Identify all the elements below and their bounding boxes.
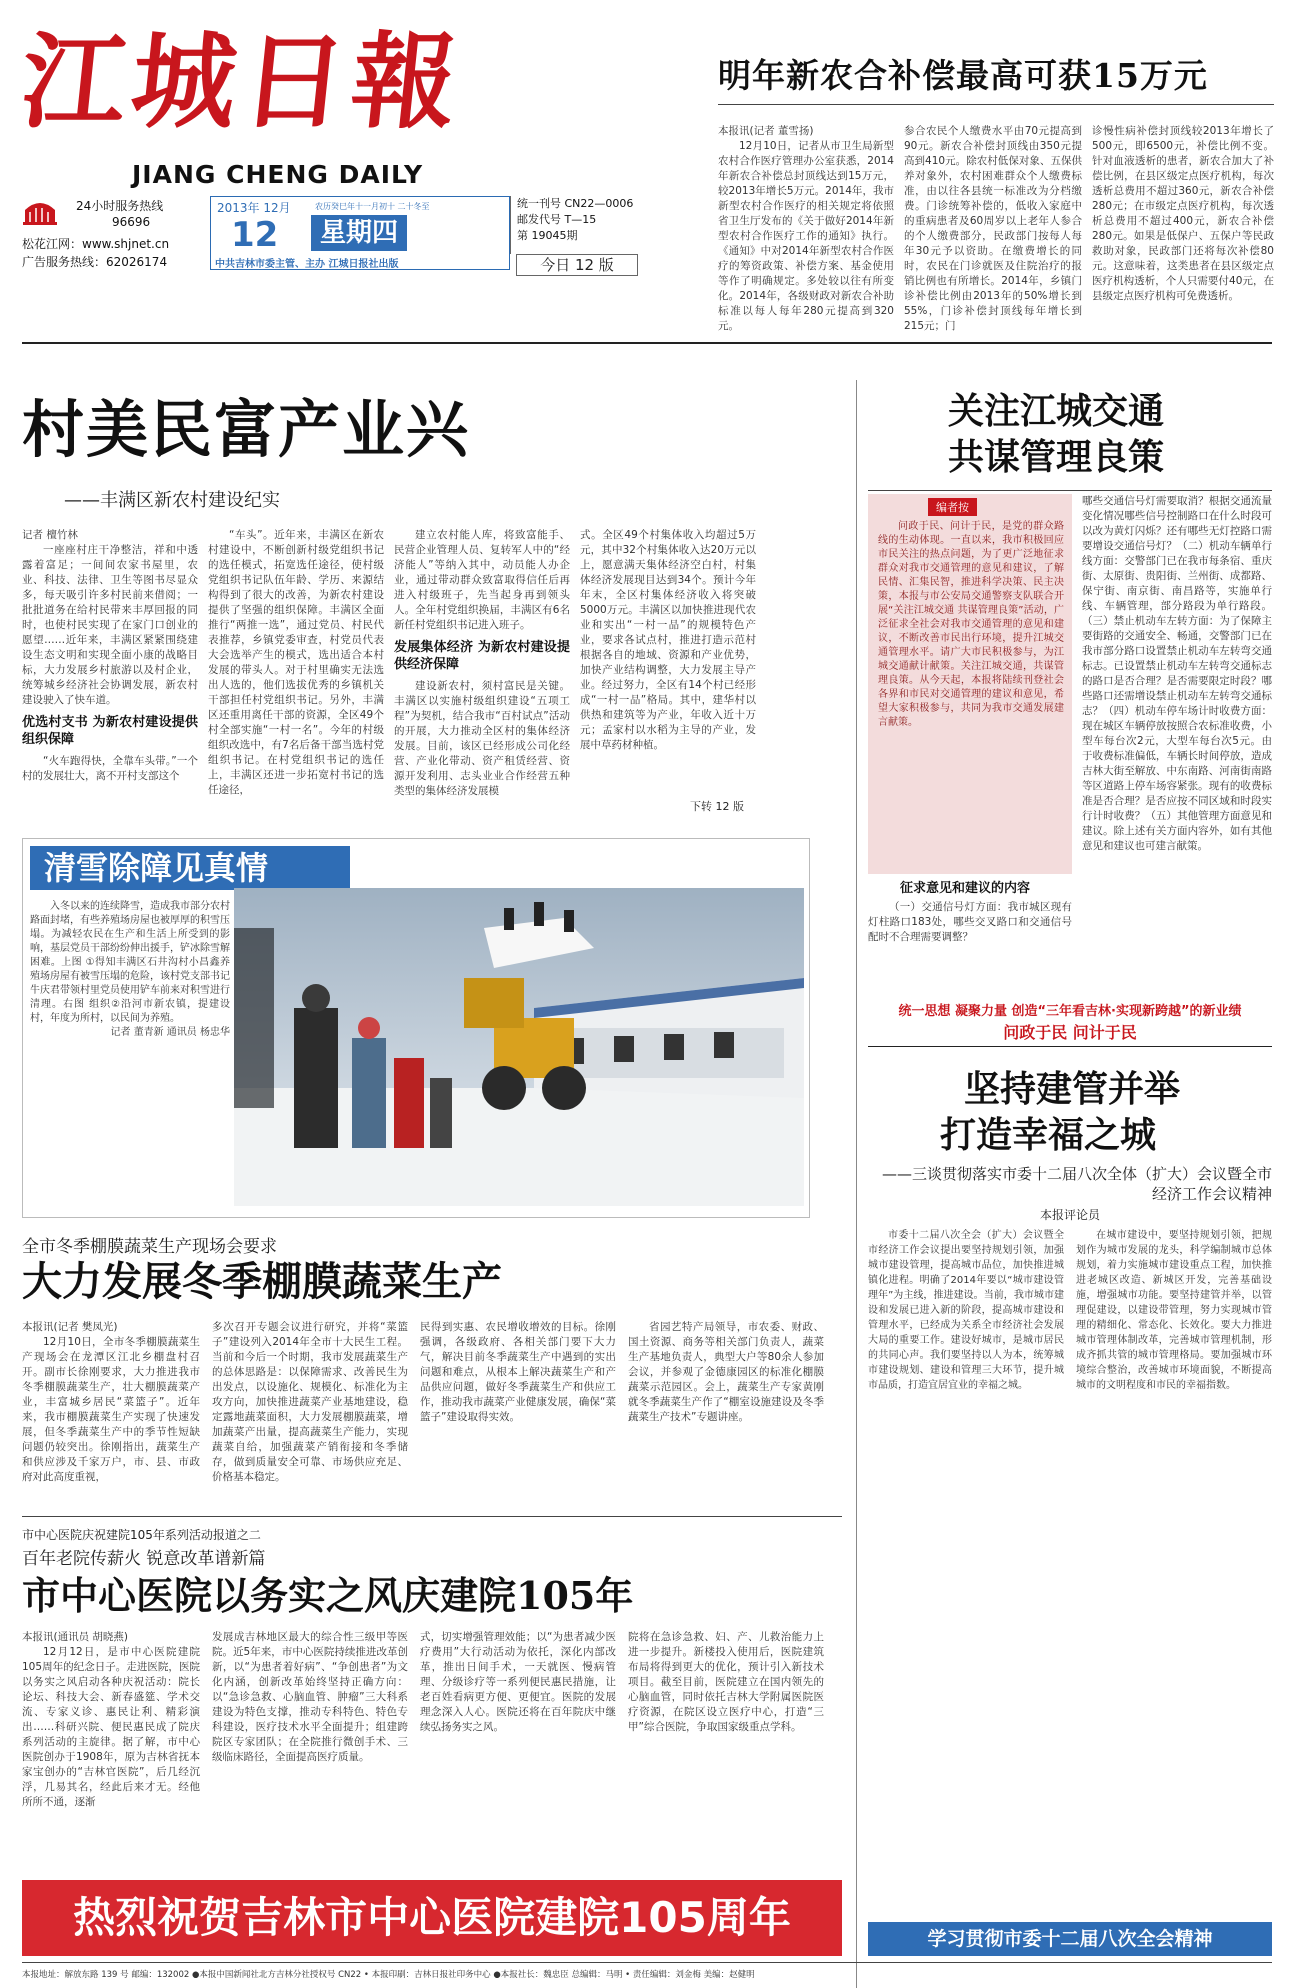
divider xyxy=(22,1962,1272,1963)
survey-text: （一）交通信号灯方面：我市城区现有灯柱路口183处，哪些交叉路口和交通信号配时不合理需要调整？ xyxy=(868,901,1072,943)
commentary-headline-2: 打造幸福之城 xyxy=(940,1114,1157,1156)
editor-note-box xyxy=(868,494,1072,874)
newspaper-logo-english: JIANG CHENG DAILY xyxy=(132,160,424,189)
date-day: 12 xyxy=(231,215,279,255)
commentary-headline-1: 坚持建管并举 xyxy=(964,1068,1181,1110)
lead-subtitle: ——丰满区新农村建设纪实 xyxy=(64,490,280,511)
hospital-col1: 本报讯(通讯员 胡晓燕) 12月12日，是市中心医院建院105周年的纪念日子。走进医院，医院以务实之风启动各种庆祝活动：院长论坛、科技大会、新春盛筵、学术交流、专家义诊、惠民让利、精彩演出……科研兴院、便民惠民成了院庆系列活动的主旋律。据了解，市中心医院创办于1908年，原为吉林省抚本家宝创办的“吉林官医院”，后几经沉浮，几易其名，经此后来才无。经他所所不通，逐渐 xyxy=(22,1631,200,1808)
page-count: 今日 12 版 xyxy=(516,254,638,276)
top-story-col2: 参合农民个人缴费水平由70元提高到90元。新农合补偿封顶线由350元提高到410元。除农村低保对象、五保供养对象外，农村困难群众个人缴费标准，由以往各县统一标准改为分档缴费。门诊统筹补偿的，低收入家庭中的重病患者及60周岁以上老年人参合的个人缴费部分，民政部门按每人每年30元予以资助。在缴费增长的同时，农民在门诊就医及住院治疗的报销比例也有所增长。2014年，乡镇门诊补偿比例由2013年的50%增长到55%，门诊补偿封顶线每年增长到215元；门 xyxy=(904,125,1082,332)
hospital-col2: 发展成吉林地区最大的综合性三级甲等医院。近5年来，市中心医院持续推进改革创新，以“为患者着好病”、“争创患者”为文化内涵，创新改革始终坚持正确方向：以“急诊急救、心脑血管、肿瘤”三大科系建设为特色支撑，推动专科特色、特色专科建设，医疗技术水平全面提升；组建跨院区专家团队；在全院推行微创手术、三级临床路径，全面提高医疗质量。 xyxy=(212,1631,408,1763)
lead-col3: 建立农村能人库，将致富能手、民营企业管理人员、复转军人中的“经济能人”等纳入其中，动员能人办企业，通过带动群众致富取得信任后再进入村级班子，先当起身再到领头人。全年村党组织换届，丰满区有6名新任村党组织书记进入班子。 发展集体经济 为新农村建设提供经济保障 建设新农村，须村富民是关键。丰满区以实施村级组织建设“五项工程”为契机，结合我市“百村试点”活动的开展，大力推动全区村的集体经济发展。目前，该区已经形成公司化经营、产业化带动、资产租赁经营、资源开发利用、志头业业合作经营五种类型的集体经济发展模 xyxy=(394,529,570,797)
issue-info xyxy=(510,196,636,254)
greenhouse-col2: 多次召开专题会议进行研究，并将“菜篮子”建设列入2014年全市十大民生工程。当前和今后一个时期，我市发展蔬菜生产的总体思路是：以保障需求、改善民生为出发点，以设施化、规模化、标准化为主攻方向，加快推进蔬菜产业基地建设，稳定露地蔬菜面积，大力发展棚膜蔬菜，增加蔬菜产出量，提高蔬菜生产能力，实现蔬菜自给，加强蔬菜产销衔接和冬季储存，做到质量安全可靠、市场供应充足、价格基本稳定。 xyxy=(212,1321,408,1483)
top-story-headline: 明年新农合补偿最高可获15万元 xyxy=(718,56,1208,95)
ad-hotline: 广告服务热线：62026174 xyxy=(22,255,168,269)
masthead-rule xyxy=(22,342,1272,344)
lunar-date: 农历癸巳年十一月初十 二十冬至 xyxy=(315,202,430,211)
greenhouse-col3: 民得到实惠、农民增收增效的目标。徐刚强调，各级政府、各相关部门要下大力气，解决目前冬季蔬菜生产中遇到的实出问题和难点，从根本上解决蔬菜生产和产品供应问题，做好冬季蔬菜生产和供应工作，推动我市蔬菜产业健康发展，确保“菜篮子”建设取得实效。 xyxy=(420,1321,616,1423)
hospital-anniversary-banner: 热烈祝贺吉林市中心医院建院105周年 xyxy=(22,1880,842,1956)
snow-headline: 清雪除障见真情 xyxy=(30,846,350,890)
service-hotline-label: 24小时服务热线 xyxy=(76,199,164,213)
weekday: 星期四 xyxy=(311,215,407,251)
hospital-col3: 式，切实增强管理效能；以“为患者减少医疗费用”大行动活动为依托，深化内部改革，推出日间手术，一天就医、慢病管理、分级诊疗等一系列便民惠民措施，让老百姓看病更方便、更便宜。医院的发展理念深入人心。医院还将在百年院庆中继续弘扬务实之风。 xyxy=(420,1631,616,1733)
greenhouse-headline: 大力发展冬季棚膜蔬菜生产 xyxy=(22,1258,502,1305)
traffic-headline-1: 关注江城交通 xyxy=(948,390,1165,432)
snow-caption: 入冬以来的连续降雪，造成我市部分农村路面封堵，有些养殖场房屋也被厚厚的积雪压塌。为减轻农民在生产和生活上所受到的影响，基层党员干部纷纷伸出援手，铲冰除雪解困难。上图 ①得知丰满区石井沟村小昌鑫养殖场房屋有被雪压塌的危险，该村党支部书记牛庆君带领村里党员使用铲车前来对积雪进行清理。右图 组织②沿河市新农镇，提建设村，年度为所村，以民间为养殖。 记者 董青新 通讯员 杨忠华 xyxy=(30,901,230,1038)
issue-number: 第 19045期 xyxy=(517,229,578,242)
greenhouse-col1: 本报讯(记者 樊凤光) 12月10日，全市冬季棚膜蔬菜生产现场会在龙潭区江北乡棚盘村召开。副市长徐刚要求，大力推进我市冬季棚膜蔬菜生产，壮大棚膜蔬菜产业，丰富城乡居民“菜篮子”。近年来，我市棚膜蔬菜生产实现了快速发展，但冬季蔬菜生产中的季节性短缺问题仍较突出。徐刚指出，蔬菜生产和供应涉及千家万户，市、县、市政府对此高度重视， xyxy=(22,1321,200,1483)
lead-col1: 记者 檀竹林 一座座村庄干净整洁，祥和中透露着富足；一间间农家书屋里，农业、科技、法律、卫生等图书尽显众多，每天吸引许多村民前来借阅；一批批道务在给村民带来丰厚回报的同时，也使村民实现了在家门口创业的愿望……近年来，丰满区紧紧围绕建设生态文明和实现全面小康的战略目标，大力发展乡村旅游以及村企业，统筹城乡经济社会协调发展，新农村建设驶入了快车道。 优选村支书 为新农村建设提供组织保障 “火车跑得快，全靠车头带。”一个村的发展壮大，离不开村支部这个 xyxy=(22,529,198,782)
lead-headline: 村美民富产业兴 xyxy=(22,393,471,466)
editor-note-tag: 编者按 xyxy=(928,498,977,516)
greenhouse-col4: 省园艺特产局领导，市农委、财政、国土资源、商务等相关部门负责人，蔬菜生产基地负责人，典型大户等80余人参加会议，并参观了金德康园区的标准化棚膜蔬菜示范园区。会上，蔬菜生产专家黄刚就冬季蔬菜生产作了“棚室设施建设及冬季蔬菜生产技术”专题讲座。 xyxy=(628,1321,824,1423)
post-code: 邮发代号 T—15 xyxy=(517,213,597,226)
lead-subhead-1: 优选村支书 为新农村建设提供组织保障 xyxy=(22,715,198,747)
top-story-col1: 本报讯(记者 董雪扬) 12月10日，记者从市卫生局新型农村合作医疗管理办公室获悉，2014年新农合补偿总封顶线达到15万元，较2013年增长5万元。2014年，我市新型农村合作医疗的相关规定将依照省卫生厅发布的《关于做好2014年新型农村合作医疗工作的通知》执行。《通知》中对2014年新型农村合作医疗的筹资政策、补偿方案、基金使用等作了明确规定。多处较以往有所变化。2014年，各级财政对新农合补助标准以每人每年280元提高到320元。 xyxy=(718,125,894,332)
slogan-line-1: 统一思想 凝聚力量 创造“三年看吉林·实现新跨越”的新业绩 xyxy=(898,1004,1242,1019)
commentary-bottom-bar: 学习贯彻市委十二届八次全会精神 xyxy=(868,1922,1272,1956)
logo-emblem-icon xyxy=(22,196,58,226)
greenhouse-kicker: 全市冬季棚膜蔬菜生产现场会要求 xyxy=(22,1237,277,1257)
editor-note-text: 问政于民、问计于民，是党的群众路线的生动体现。一直以来，我市积极回应市民关注的热点问题，为了更广泛地征求群众对我市交通管理的意见和建议，了解民情、汇集民智，推进科学决策、民主决策，本报与市公安局交通警察支队联合开展“关注江城交通 共谋管理良策”活动，广泛征求全社会对我市交通管理的意见和建议，不断改善市民出行环境，提升江城交通管理水平。请广大市民积极参与，为江城交通献计献策。关注江城交通，共谋管理良策。从今天起，本报将陆续刊登社会各界和市民对交通管理的建议和意见，希望大家积极参与，共同为我市交通发展建言献策。 xyxy=(878,521,1064,728)
commentary-col2: 在城市建设中，要坚持规划引领，把规划作为城市发展的龙头，科学编制城市总体规划，着力实施城市建设重点工程，加快推进老城区改造、新城区开发，完善基础设施，增强城市功能。要坚持建管并举，以管理促建设，以建设带管理，努力实现城市管理的精细化、常态化、长效化。要大力推进城市管理体制改革，完善城市管理机制，形成齐抓共管的城市管理格局。要加强城市环境综合整治，改善城市环境面貌，不断提高城市的文明程度和市民的幸福指数。 xyxy=(1076,1230,1272,1391)
date-year-month: 2013年 12月 xyxy=(217,201,291,215)
commentary-subtitle: ——三谈贯彻落实市委十二届八次全体（扩大）会议暨全市经济工作会议精神 xyxy=(881,1165,1272,1203)
lead-continued[interactable]: 下转 12 版 xyxy=(690,800,744,813)
divider xyxy=(22,1516,842,1517)
hospital-headline: 市中心医院以务实之风庆建院105年 xyxy=(22,1573,634,1618)
divider xyxy=(868,1046,1272,1047)
traffic-headline-2: 共谋管理良策 xyxy=(948,436,1165,478)
hospital-col4: 院将在急诊急救、妇、产、儿救治能力上进一步提升。新楼投入使用后，医院建筑布局将得到更大的优化，预计引入新技术项目。截至目前，医院建立在国内领先的心脑血管，同时依托吉林大学附属医院医疗资源，在院区设立医疗中心，打造“三甲”综合医院，争取国家级重点学科。 xyxy=(628,1631,824,1733)
survey-heading: 征求意见和建议的内容 xyxy=(900,881,1031,896)
date-box xyxy=(210,196,510,270)
lead-subhead-2: 发展集体经济 为新农村建设提供经济保障 xyxy=(394,640,570,672)
column-divider xyxy=(856,380,857,1988)
publisher-line: 中共吉林市委主管、主办 江城日报社出版 xyxy=(215,259,399,270)
cn-number: 统一刊号 CN22—0006 xyxy=(517,197,634,210)
website-link[interactable]: 松花江网：www.shjnet.cn xyxy=(22,237,170,251)
service-hotline-number: 96696 xyxy=(112,215,151,229)
footer-imprint: 本报地址：解放东路 139 号 邮编：132002 ●本报中国新闻社北方吉林分社授权号 CN22 • 本报印刷：吉林日报社印务中心 ●本报社长：魏忠臣 总编辑：马明 • 责任编辑：刘金梅 美编：赵健明 xyxy=(22,1970,755,1980)
slogan-line-2: 问政于民 问计于民 xyxy=(1003,1023,1137,1042)
lead-col2: “车头”。近年来，丰满区在新农村建设中，不断创新村级党组织书记的选任模式，拓宽选任途径，使村级党组织书记队伍年龄、学历、来源结构得到了很大的改善，为新农村建设提供了坚强的组织保障。丰满区全面推行“两推一选”，通过党员、村民代表推荐，乡镇党委审查，村党员代表大会选举产生的模式，选出适合本村发展的带头人。对于村里确实无法选出人选的，他们选拔优秀的乡镇机关干部担任村党组织书记。另外，丰满区还重用离任干部的资源，全区49个村全部实施“一村一名”。今年的村级组织改选中，有7名后备干部当选村党组织书记。在村党组织书记的选任上，丰满区还进一步拓宽村书记的选任途径， xyxy=(208,529,384,796)
hospital-kicker-2: 百年老院传薪火 锐意改革谱新篇 xyxy=(22,1549,266,1569)
snow-clearing-photo xyxy=(234,888,804,1206)
traffic-col2: 哪些交通信号灯需要取消？根据交通流量变化情况哪些信号控制路口在什么时段可以改为黄灯闪烁？还有哪些无灯控路口需要增设交通信号灯？（二）机动车辆单行线方面：交警部门已在我市每条宿、重庆街、太原街、贵阳街、兰州街、成都路、保宁街、南京街、南昌路等，实施单行线、车辆管理，部分路段为单行路段。（三）禁止机动车左转方面：为了保障主要街路的交通安全、畅通，交警部门已在我市部分路口设置禁止机动车左转弯交通标志。已设置禁止机动车左转弯交通标志的路口是否合理？是否需要限定时段？哪些路口还需增设禁止机动车左转弯交通标志？（四）机动车停车场计时收费方面：现在城区车辆停放按照合农标准收费，小型车每台次2元，大型车每台次5元。由于收费标准偏低，车辆长时间停放，造成吉林大街至解放、中东南路、河南街南路等区道路上停车场容紧张。现有的收费标准是否合理？是否应按不同区域和时段实行计时收费？（五）其他管理方面意见和建议。除上述有关方面内容外，如有其他意见和建议也可建言献策。 xyxy=(1082,495,1272,852)
top-story-col3: 诊慢性病补偿封顶线较2013年增长了500元，即6500元，补偿比例不变。针对血液透析的患者，新农合加大了补偿比例，在县区级定点医疗机构，每次透析总费用不超过360元，新农合补偿280元；在市级定点医疗机构，每次透析总费用不超过400元，新农合补偿280元。如果是低保户、五保户等民政救助对象，民政部门还将每次补偿80元。这意味着，这类患者在县区级定点医疗机构透析，个人只需要付40元，在县级定点医疗机构可免费透析。 xyxy=(1092,125,1274,302)
divider xyxy=(868,490,1272,491)
hospital-kicker: 市中心医院庆祝建院105年系列活动报道之二 xyxy=(22,1528,261,1542)
newspaper-logo: 江城日報 xyxy=(15,20,469,143)
divider xyxy=(718,104,1274,105)
commentary-col1: 市委十二届八次全会（扩大）会议暨全市经济工作会议提出要坚持规划引领，加强城市建设管理，提高城市品位，加快推进城镇化进程。明确了2014年要以“城市建设管理年”为主线，推进建设。当前，我市城市建设和发展已进入新的阶段，提高城市建设和管理水平，已经成为关系全市经济社会发展大局的重要工作。建设好城市，是城市居民的共同心声。我们要坚持以人为本，统筹城市建设规划、建设和管理三大环节，提升城市品质，打造宜居宜业的幸福之城。 xyxy=(868,1230,1064,1391)
lead-col4: 式。全区49个村集体收入均超过5万元，其中32个村集体收入达20万元以上，愿意满天集体经济空白村，村集体经济发展现目达到34个。预计今年年末，全区村集体经济收入将突破5000万元。丰满区以加快推进现代农业和实出“一村一品”的规模特色产业，要求各试点村，推进打造示范村根据各自的地域、资源和产业优势，加快产业结构调整，大力发展主导产业。经过努力，全区有14个村已经形成“一村一品”格局。其中，建华村以供热和建筑等为产业，年收入近十万元；孟家村以水稻为主导的产业，发展中草药材种植。 xyxy=(580,529,756,751)
commentary-author: 本报评论员 xyxy=(1040,1208,1101,1222)
